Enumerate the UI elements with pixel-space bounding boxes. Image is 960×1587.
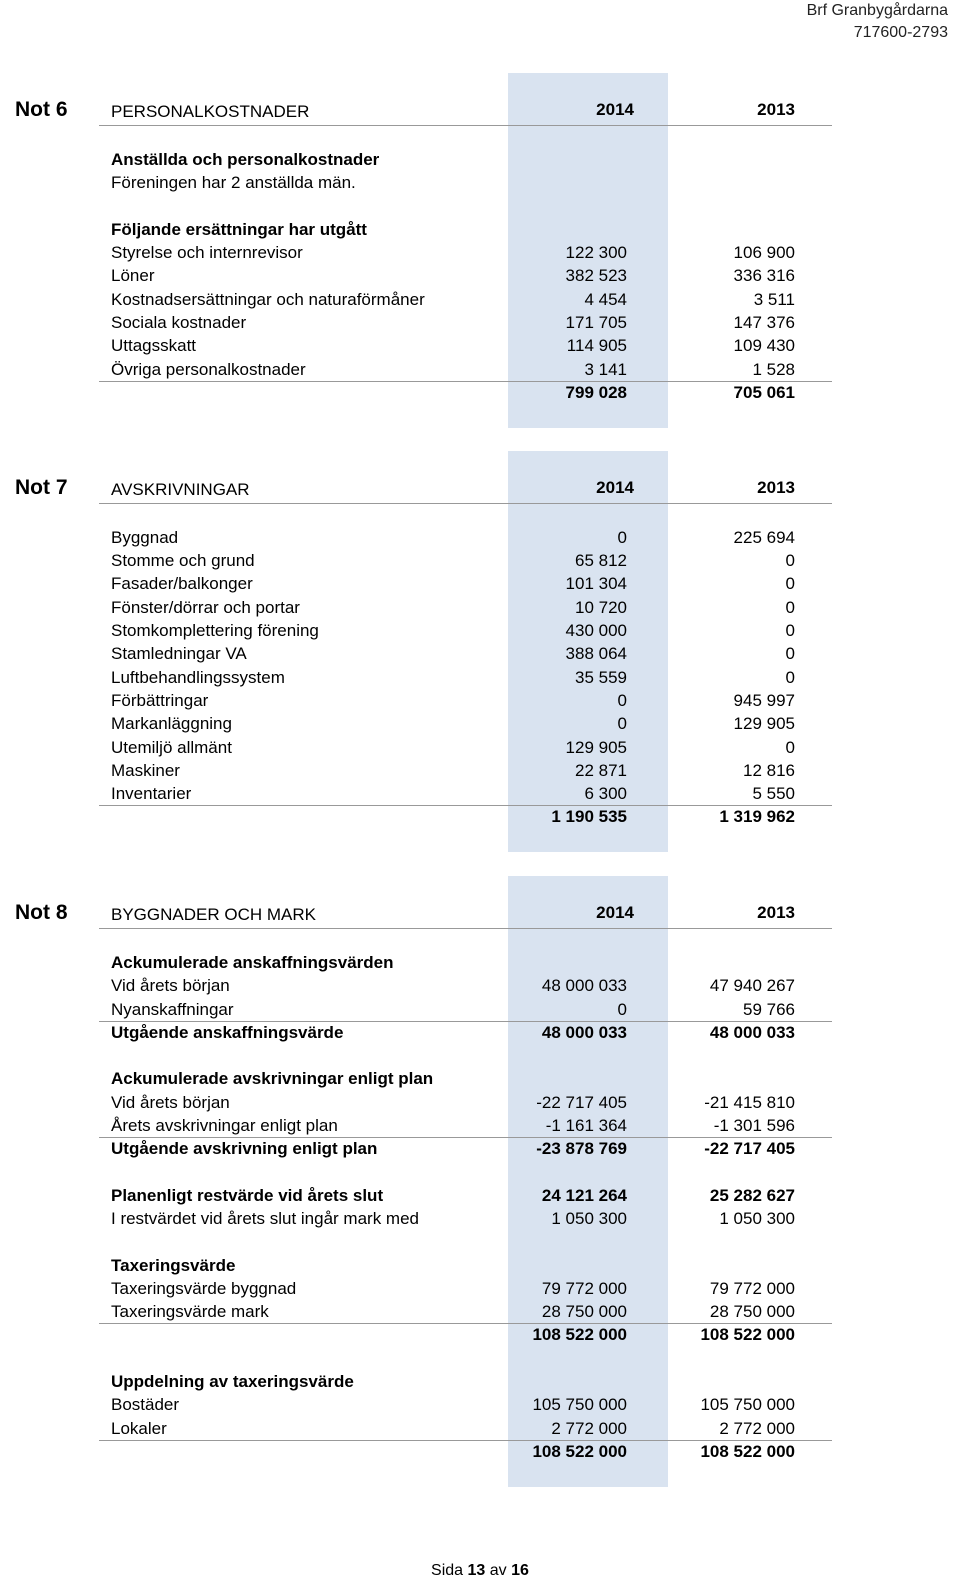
value-current-year: 101 304 xyxy=(565,574,627,593)
table-row xyxy=(111,1300,801,1324)
divider xyxy=(99,381,832,382)
page-separator: av xyxy=(489,1562,507,1579)
row-label: Kostnadsersättningar och naturaförmåner xyxy=(111,290,425,309)
table-row xyxy=(111,218,801,242)
value-current-year: 0 xyxy=(617,528,627,547)
note-number: Not 6 xyxy=(15,98,68,121)
note-number: Not 7 xyxy=(15,476,68,499)
row-label: Inventarier xyxy=(111,784,192,803)
table-row xyxy=(111,1440,801,1464)
value-previous-year: 2 772 000 xyxy=(719,1419,795,1438)
table-row xyxy=(111,549,801,573)
row-label: I restvärdet vid årets slut ingår mark med xyxy=(111,1209,420,1228)
value-current-year: -1 161 364 xyxy=(545,1116,627,1135)
value-current-year: 1 190 535 xyxy=(551,807,627,826)
value-current-year: 6 300 xyxy=(584,784,627,803)
page-number: 13 xyxy=(467,1562,486,1579)
table-row xyxy=(111,736,801,760)
value-previous-year: 0 xyxy=(785,551,795,570)
org-name: Brf Granbygårdarna xyxy=(806,2,948,19)
row-label: Följande ersättningar har utgått xyxy=(111,220,367,239)
row-label: Luftbehandlingssystem xyxy=(111,668,285,687)
table-row xyxy=(111,1184,801,1208)
row-label: Stomme och grund xyxy=(111,551,255,570)
value-current-year: 388 064 xyxy=(565,644,627,663)
value-previous-year: 225 694 xyxy=(733,528,795,547)
value-previous-year: 25 282 627 xyxy=(709,1186,795,1205)
row-label: Vid årets början xyxy=(111,976,230,995)
row-label: Maskiner xyxy=(111,761,180,780)
divider xyxy=(99,125,832,126)
page-label: Sida xyxy=(431,1562,464,1579)
table-row xyxy=(111,1370,801,1394)
value-previous-year: 79 772 000 xyxy=(709,1279,795,1298)
value-current-year: 799 028 xyxy=(565,383,627,402)
value-previous-year: 3 511 xyxy=(753,290,795,309)
value-previous-year: 48 000 033 xyxy=(709,1023,795,1042)
row-label: Nyanskaffningar xyxy=(111,1000,234,1019)
value-previous-year: 105 750 000 xyxy=(700,1395,795,1414)
row-label: Löner xyxy=(111,266,155,285)
row-label: Årets avskrivningar enligt plan xyxy=(111,1116,338,1135)
value-current-year: 48 000 033 xyxy=(541,1023,627,1042)
value-previous-year: 1 319 962 xyxy=(719,807,795,826)
value-previous-year: 1 528 xyxy=(752,360,795,379)
table-row xyxy=(111,572,801,596)
table-row xyxy=(111,381,801,405)
value-current-year: 382 523 xyxy=(565,266,627,285)
row-label: Lokaler xyxy=(111,1419,167,1438)
table-row xyxy=(111,805,801,829)
table-row xyxy=(111,358,801,382)
table-row xyxy=(111,1114,801,1138)
table-row xyxy=(111,334,801,358)
table-row xyxy=(111,1323,801,1347)
row-label: Styrelse och internrevisor xyxy=(111,243,303,262)
divider xyxy=(99,1323,832,1324)
row-label: Utgående avskrivning enligt plan xyxy=(111,1139,378,1158)
table-row xyxy=(111,311,801,335)
value-previous-year: -22 717 405 xyxy=(704,1139,795,1158)
value-current-year: 79 772 000 xyxy=(541,1279,627,1298)
divider xyxy=(99,928,832,929)
page-footer xyxy=(0,1562,960,1580)
value-previous-year: 109 430 xyxy=(733,336,795,355)
row-label: Fönster/dörrar och portar xyxy=(111,598,300,617)
row-label: Bostäder xyxy=(111,1395,180,1414)
table-row xyxy=(111,596,801,620)
row-label: Taxeringsvärde mark xyxy=(111,1302,269,1321)
value-current-year: 1 050 300 xyxy=(551,1209,627,1228)
value-current-year: 0 xyxy=(617,1000,627,1019)
divider xyxy=(99,503,832,504)
value-previous-year: 108 522 000 xyxy=(700,1442,795,1461)
table-row xyxy=(111,782,801,806)
value-current-year: 108 522 000 xyxy=(532,1442,627,1461)
value-previous-year: 0 xyxy=(785,574,795,593)
table-row xyxy=(111,1137,801,1161)
row-label: Ackumulerade anskaffningsvärden xyxy=(111,953,394,972)
value-current-year: 171 705 xyxy=(565,313,627,332)
value-previous-year: 336 316 xyxy=(733,266,795,285)
value-previous-year: 108 522 000 xyxy=(700,1325,795,1344)
table-row xyxy=(111,1277,801,1301)
row-label: Föreningen har 2 anställda män. xyxy=(111,173,356,192)
value-previous-year: 945 997 xyxy=(733,691,795,710)
value-current-year: 105 750 000 xyxy=(532,1395,627,1414)
row-label: Uttagsskatt xyxy=(111,336,197,355)
value-current-year: 4 454 xyxy=(584,290,627,309)
table-row xyxy=(111,1207,801,1231)
note-title: BYGGNADER OCH MARK xyxy=(111,905,316,924)
year-column-current: 2014 xyxy=(596,100,634,119)
table-row xyxy=(111,712,801,736)
row-label: Utemiljö allmänt xyxy=(111,738,232,757)
table-row xyxy=(111,1393,801,1417)
row-label: Taxeringsvärde xyxy=(111,1256,236,1275)
row-label: Fasader/balkonger xyxy=(111,574,253,593)
table-row xyxy=(111,526,801,550)
value-previous-year: 0 xyxy=(785,598,795,617)
value-current-year: 430 000 xyxy=(565,621,627,640)
row-label: Anställda och personalkostnader xyxy=(111,150,380,169)
document-header xyxy=(807,0,948,44)
value-previous-year: 1 050 300 xyxy=(719,1209,795,1228)
value-current-year: 0 xyxy=(617,714,627,733)
value-current-year: 129 905 xyxy=(565,738,627,757)
value-previous-year: 28 750 000 xyxy=(709,1302,795,1321)
table-row xyxy=(111,666,801,690)
value-previous-year: 106 900 xyxy=(733,243,795,262)
year-column-previous: 2013 xyxy=(757,100,795,119)
year-column-previous: 2013 xyxy=(757,903,795,922)
table-row xyxy=(111,1417,801,1441)
table-row xyxy=(111,642,801,666)
value-current-year: 0 xyxy=(617,691,627,710)
note-header xyxy=(0,476,960,504)
value-previous-year: 12 816 xyxy=(743,761,795,780)
table-row xyxy=(111,148,801,172)
table-row xyxy=(111,974,801,998)
row-label: Uppdelning av taxeringsvärde xyxy=(111,1372,354,1391)
value-current-year: 24 121 264 xyxy=(541,1186,627,1205)
value-previous-year: 0 xyxy=(785,644,795,663)
value-current-year: 2 772 000 xyxy=(551,1419,627,1438)
note-number: Not 8 xyxy=(15,901,68,924)
table-row xyxy=(111,241,801,265)
value-current-year: 122 300 xyxy=(565,243,627,262)
divider xyxy=(99,805,832,806)
value-current-year: 108 522 000 xyxy=(532,1325,627,1344)
row-label: Markanläggning xyxy=(111,714,232,733)
value-previous-year: 47 940 267 xyxy=(709,976,795,995)
value-current-year: 35 559 xyxy=(575,668,627,687)
table-row xyxy=(111,951,801,975)
row-label: Byggnad xyxy=(111,528,179,547)
divider xyxy=(99,1137,832,1138)
value-current-year: 28 750 000 xyxy=(541,1302,627,1321)
value-previous-year: 0 xyxy=(785,668,795,687)
value-previous-year: 147 376 xyxy=(733,313,795,332)
row-label: Sociala kostnader xyxy=(111,313,247,332)
value-previous-year: 5 550 xyxy=(752,784,795,803)
value-previous-year: -21 415 810 xyxy=(704,1093,795,1112)
page-total: 16 xyxy=(511,1562,529,1579)
value-current-year: 10 720 xyxy=(575,598,627,617)
value-previous-year: 59 766 xyxy=(743,1000,795,1019)
table-row xyxy=(111,1021,801,1045)
table-row xyxy=(111,171,801,195)
row-label: Övriga personalkostnader xyxy=(111,360,306,379)
year-column-previous: 2013 xyxy=(757,478,795,497)
divider xyxy=(99,1440,832,1441)
value-previous-year: -1 301 596 xyxy=(713,1116,795,1135)
table-row xyxy=(111,619,801,643)
value-current-year: -23 878 769 xyxy=(536,1139,627,1158)
value-current-year: 3 141 xyxy=(584,360,627,379)
table-row xyxy=(111,288,801,312)
row-label: Stamledningar VA xyxy=(111,644,247,663)
note-title: AVSKRIVNINGAR xyxy=(111,480,250,499)
year-column-current: 2014 xyxy=(596,478,634,497)
row-label: Utgående anskaffningsvärde xyxy=(111,1023,344,1042)
value-previous-year: 129 905 xyxy=(733,714,795,733)
table-row xyxy=(111,759,801,783)
row-label: Planenligt restvärde vid årets slut xyxy=(111,1186,384,1205)
value-current-year: 114 905 xyxy=(566,336,627,355)
value-previous-year: 705 061 xyxy=(733,383,795,402)
table-row xyxy=(111,1067,801,1091)
value-previous-year: 0 xyxy=(785,738,795,757)
row-label: Ackumulerade avskrivningar enligt plan xyxy=(111,1069,434,1088)
divider xyxy=(99,1021,832,1022)
org-number: 717600-2793 xyxy=(853,24,948,41)
row-label: Taxeringsvärde byggnad xyxy=(111,1279,297,1298)
table-row xyxy=(111,998,801,1022)
row-label: Vid årets början xyxy=(111,1093,230,1112)
note-header xyxy=(0,901,960,929)
table-row xyxy=(111,1254,801,1278)
table-row xyxy=(111,689,801,713)
row-label: Stomkomplettering förening xyxy=(111,621,319,640)
note-title: PERSONALKOSTNADER xyxy=(111,102,310,121)
table-row xyxy=(111,1091,801,1115)
year-column-current: 2014 xyxy=(596,903,634,922)
table-row xyxy=(111,264,801,288)
value-previous-year: 0 xyxy=(785,621,795,640)
value-current-year: 65 812 xyxy=(575,551,627,570)
value-current-year: 22 871 xyxy=(575,761,627,780)
value-current-year: -22 717 405 xyxy=(536,1093,627,1112)
row-label: Förbättringar xyxy=(111,691,209,710)
value-current-year: 48 000 033 xyxy=(541,976,627,995)
note-header xyxy=(0,98,960,126)
